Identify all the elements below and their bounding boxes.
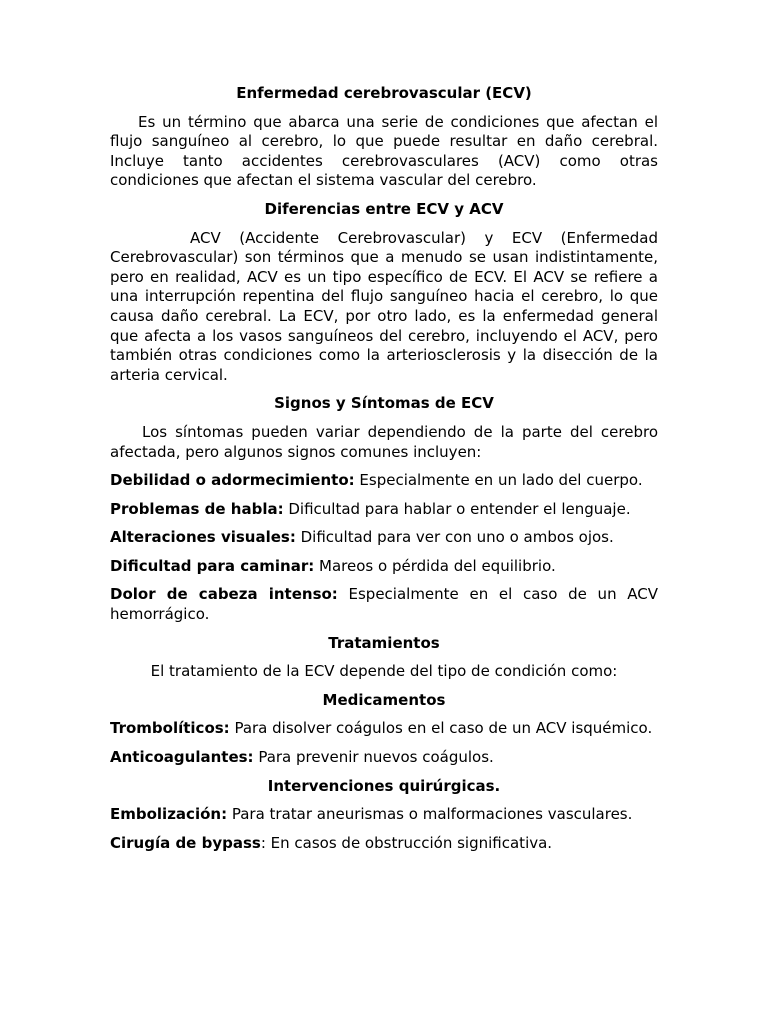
symptom-desc: Dificultad para ver con uno o ambos ojos. <box>295 528 614 547</box>
tratamientos-paragraph: El tratamiento de la ECV depende del tipo de condición como: <box>150 662 618 681</box>
symptom-desc: Especialmente en un lado del cuerpo. <box>354 471 643 490</box>
intervention-desc: Para tratar aneurismas o malformaciones vasculares. <box>227 805 633 824</box>
signos-paragraph: Los síntomas pueden variar dependiendo de la parte del cerebro afectada, pero algunos signos comunes incluyen: <box>110 422 658 461</box>
medication-term: Trombolíticos: <box>110 719 230 738</box>
intervention-term: Cirugía de bypass <box>110 833 261 852</box>
symptom-term: Dolor de cabeza intenso: <box>110 585 338 604</box>
document-title: Enfermedad cerebrovascular (ECV) <box>236 84 532 102</box>
heading-medicamentos: Medicamentos <box>322 690 446 709</box>
heading-tratamientos: Tratamientos <box>328 633 440 652</box>
symptom-item <box>110 528 658 548</box>
heading-intervenciones: Intervenciones quirúrgicas. <box>267 776 501 795</box>
heading-signos: Signos y Síntomas de ECV <box>274 394 494 413</box>
medication-term: Anticoagulantes: <box>110 748 254 767</box>
diferencias-paragraph: ACV (Accidente Cerebrovascular) y ECV (Enfermedad Cerebrovascular) son términos que a menudo se usan indistintamente, pero en realidad, ACV es un tipo específico de ECV. El ACV se refiere a una interrupción repentina del flujo sanguíneo hacia el cerebro, lo que causa daño cerebral. La ECV, por otro lado, es la enfermedad general que afecta a los vasos sanguíneos del cerebro, incluyendo el ACV, pero también otras condiciones como la arteriosclerosis y la disección de la arteria cervical. <box>110 228 658 384</box>
symptom-term: Debilidad o adormecimiento: <box>110 471 355 490</box>
symptom-item <box>110 557 658 577</box>
symptom-item <box>110 471 658 491</box>
symptom-desc: Dificultad para hablar o entender el lenguaje. <box>283 499 631 518</box>
medication-item <box>110 719 658 739</box>
symptom-term: Alteraciones visuales: <box>110 528 296 547</box>
symptom-term: Dificultad para caminar: <box>110 556 315 575</box>
intro-paragraph: Es un término que abarca una serie de condiciones que afectan el flujo sanguíneo al cerebro, lo que puede resultar en daño cerebral. Incluye tanto accidentes cerebrovasculares (ACV) como otras condiciones que afectan el sistema vascular del cerebro. <box>110 112 658 190</box>
intervention-item <box>110 805 658 825</box>
intervention-desc: : En casos de obstrucción significativa. <box>260 833 553 852</box>
medication-desc: Para disolver coágulos en el caso de un ACV isquémico. <box>229 719 653 738</box>
symptom-item <box>110 500 658 520</box>
symptom-desc: Mareos o pérdida del equilibrio. <box>314 556 556 575</box>
symptom-term: Problemas de habla: <box>110 499 284 518</box>
medication-desc: Para prevenir nuevos coágulos. <box>253 748 494 767</box>
intervention-term: Embolización: <box>110 805 228 824</box>
medication-item <box>110 748 658 768</box>
intervention-item <box>110 834 658 854</box>
heading-diferencias: Diferencias entre ECV y ACV <box>264 199 504 218</box>
symptom-item <box>110 585 658 624</box>
symptom-desc: Especialmente en el caso de un ACV hemorrágico. <box>110 585 658 624</box>
